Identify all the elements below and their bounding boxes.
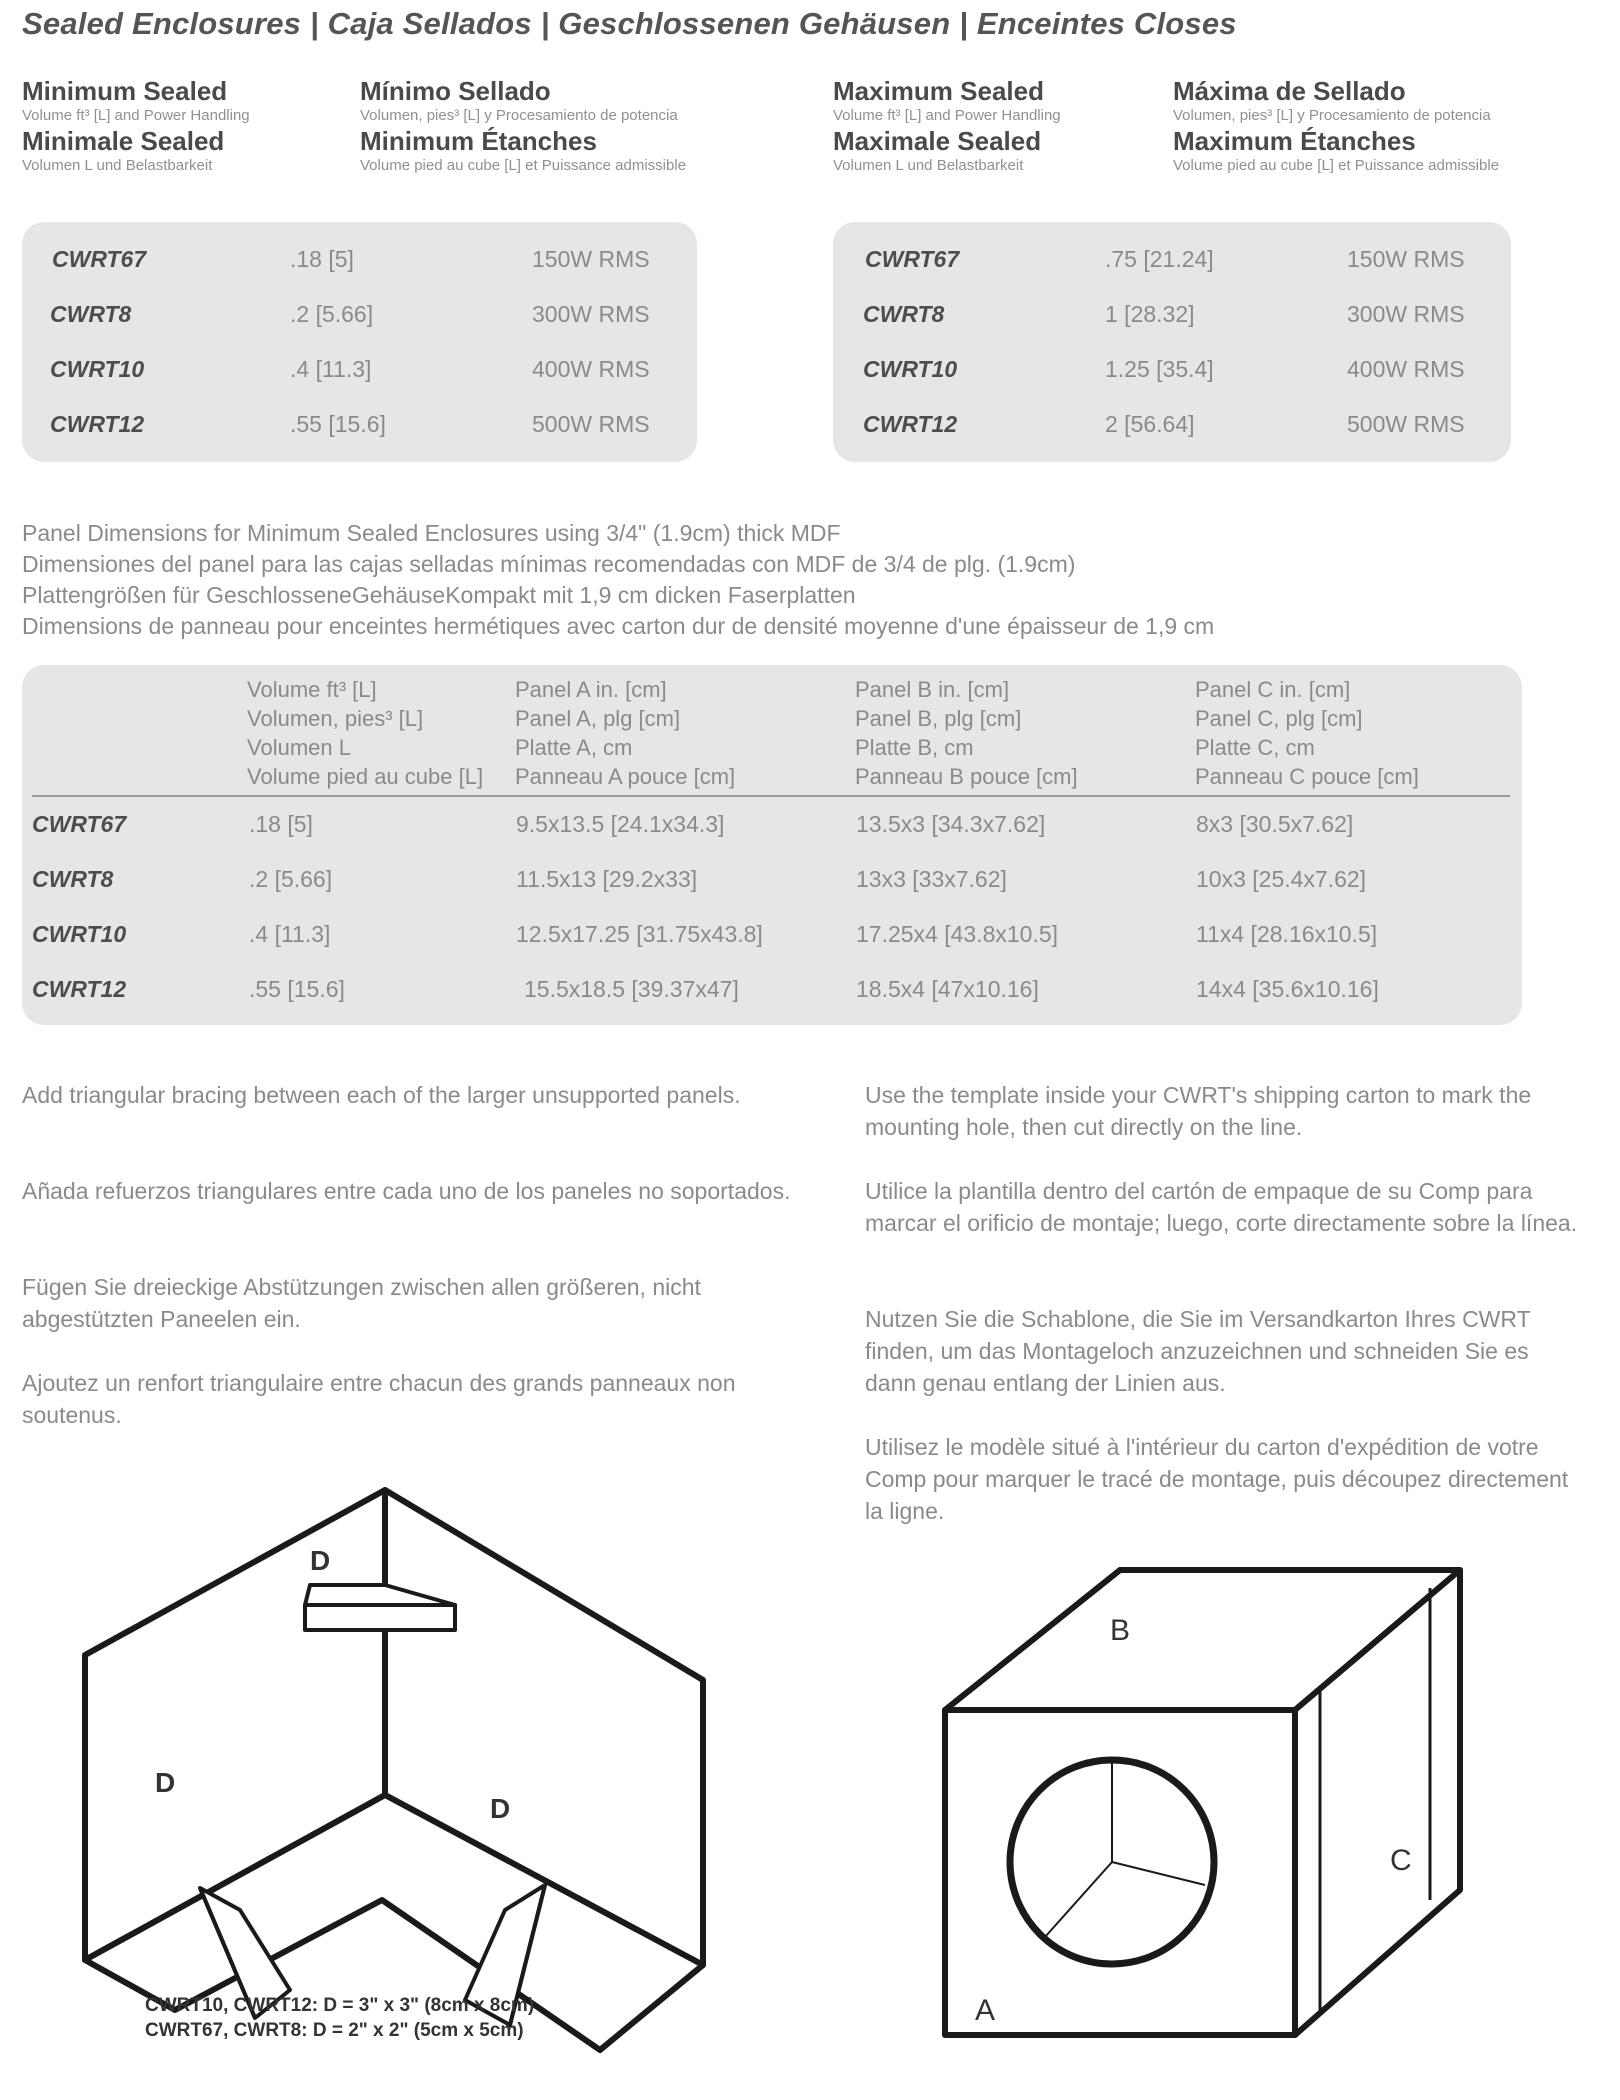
header-line: Panel B in. [cm]	[855, 677, 1010, 702]
power-value: 500W RMS	[532, 411, 650, 437]
template-fr: Utilisez le modèle situé à l'intérieur du carton d'expédition de votre Comp pour marquer le tracé de montage, puis découpez directement la ligne.	[865, 1434, 1569, 1524]
panel-dimensions-intro	[22, 518, 1214, 642]
label-b: B	[1110, 1614, 1131, 1647]
brace-label-left: D	[155, 1767, 176, 1798]
header-line: Panneau A pouce [cm]	[515, 764, 736, 789]
enclosure-diagram	[900, 1540, 1480, 2060]
intro-line-en: Panel Dimensions for Minimum Sealed Enclosures using 3/4" (1.9cm) thick MDF	[22, 520, 841, 546]
min-heading-fr: Minimum Étanches	[360, 126, 597, 156]
brace-label-right: D	[490, 1793, 511, 1824]
max-header-en-de	[833, 76, 1173, 176]
panel-c-value: 8x3 [30.5x7.62]	[1196, 811, 1354, 837]
model-name: CWRT12	[32, 976, 127, 1002]
min-heading-es: Mínimo Sellado	[360, 76, 551, 106]
header-line: Panel C in. [cm]	[1195, 677, 1351, 702]
table-row	[22, 866, 1522, 896]
volume-value: .4 [11.3]	[290, 356, 372, 382]
volume-value: 1 [28.32]	[1105, 301, 1195, 327]
header-line: Panneau C pouce [cm]	[1195, 764, 1419, 789]
model-name: CWRT67	[32, 811, 127, 837]
header-line: Panel A, plg [cm]	[515, 706, 681, 731]
model-name: CWRT10	[863, 356, 958, 382]
header-line: Panel C, plg [cm]	[1195, 706, 1363, 731]
header-line: Platte A, cm	[515, 735, 633, 760]
power-value: 500W RMS	[1347, 411, 1465, 437]
table-row	[833, 411, 1511, 441]
bracing-es: Añada refuerzos triangulares entre cada uno de los paneles no soportados.	[22, 1178, 791, 1204]
top-brace-face	[305, 1605, 455, 1630]
volume-value: .4 [11.3]	[249, 921, 331, 947]
max-sealed-table	[833, 222, 1511, 462]
model-name: CWRT12	[50, 411, 145, 437]
table-row	[22, 246, 697, 276]
intro-line-fr: Dimensions de panneau pour enceintes hermétiques avec carton dur de densité moyenne d'une épaisseur de 1,9 cm	[22, 613, 1215, 639]
min-sealed-table	[22, 222, 697, 462]
volume-value: .18 [5]	[249, 811, 313, 837]
header-line: Panel B, plg [cm]	[855, 706, 1022, 731]
max-heading-es: Máxima de Sellado	[1173, 76, 1406, 106]
panel-b-value: 13.5x3 [34.3x7.62]	[856, 811, 1046, 837]
panel-a-value: 12.5x17.25 [31.75x43.8]	[516, 921, 763, 947]
bracing-fr: Ajoutez un renfort triangulaire entre chacun des grands panneaux non soutenus.	[22, 1370, 736, 1428]
page-title: Sealed Enclosures | Caja Sellados | Geschlossenen Gehäusen | Enceintes Closes	[22, 6, 1237, 41]
max-heading-fr: Maximum Étanches	[1173, 126, 1416, 156]
power-value: 300W RMS	[1347, 301, 1465, 327]
header-line: Panel A in. [cm]	[515, 677, 667, 702]
intro-line-es: Dimensiones del panel para las cajas selladas mínimas recomendadas con MDF de 3/4 de plg. (1.9cm)	[22, 551, 1076, 577]
max-subheading-fr: Volume pied au cube [L] et Puissance admissible	[1173, 157, 1500, 174]
panel-b-value: 17.25x4 [43.8x10.5]	[856, 921, 1059, 947]
max-subheading-de: Volumen L und Belastbarkeit	[833, 157, 1024, 174]
min-heading-de: Minimale Sealed	[22, 126, 225, 156]
panel-c-value: 11x4 [28.16x10.5]	[1196, 921, 1378, 947]
brace-size-note	[145, 1993, 534, 2043]
table-row	[22, 976, 1522, 1006]
model-name: CWRT67	[865, 246, 960, 272]
table-row	[22, 356, 697, 386]
volume-value: .55 [15.6]	[290, 411, 386, 437]
min-subheading-de: Volumen L und Belastbarkeit	[22, 157, 213, 174]
table-row	[22, 921, 1522, 951]
header-line: Platte B, cm	[855, 735, 974, 760]
table-row	[833, 356, 1511, 386]
template-es: Utilice la plantilla dentro del cartón de empaque de su Comp para marcar el orificio de montaje; luego, corte directamente sobre la línea.	[865, 1178, 1578, 1236]
model-name: CWRT8	[32, 866, 114, 892]
header-divider	[32, 795, 1510, 797]
intro-line-de: Plattengrößen für GeschlosseneGehäuseKompakt mit 1,9 cm dicken Faserplatten	[22, 582, 856, 608]
panel-c-value: 10x3 [25.4x7.62]	[1196, 866, 1367, 892]
max-header-es-fr	[1173, 76, 1513, 176]
max-subheading-es: Volumen, pies³ [L] y Procesamiento de potencia	[1173, 107, 1491, 124]
model-name: CWRT8	[50, 301, 132, 327]
label-c: C	[1390, 1844, 1412, 1877]
header-line: Volumen L	[247, 735, 351, 760]
panel-a-value: 11.5x13 [29.2x33]	[516, 866, 698, 892]
bracing-de: Fügen Sie dreieckige Abstützungen zwischen allen größeren, nicht abgestützten Paneelen ein.	[22, 1274, 701, 1332]
volume-value: 2 [56.64]	[1105, 411, 1195, 437]
panel-c-value: 14x4 [35.6x10.16]	[1196, 976, 1379, 1002]
template-en: Use the template inside your CWRT's shipping carton to mark the mounting hole, then cut directly on the line.	[865, 1082, 1532, 1140]
header-panel-c	[1195, 675, 1419, 791]
table-row	[22, 301, 697, 331]
model-name: CWRT67	[52, 246, 147, 272]
brace-size-line: CWRT67, CWRT8: D = 2" x 2" (5cm x 5cm)	[145, 2020, 524, 2041]
min-subheading-en: Volume ft³ [L] and Power Handling	[22, 107, 250, 124]
bracing-diagram	[0, 1470, 800, 2070]
header-line: Platte C, cm	[1195, 735, 1315, 760]
bracing-en: Add triangular bracing between each of the larger unsupported panels.	[22, 1082, 741, 1108]
power-value: 400W RMS	[1347, 356, 1465, 382]
volume-value: .2 [5.66]	[290, 301, 374, 327]
volume-value: 1.25 [35.4]	[1105, 356, 1214, 382]
min-subheading-fr: Volume pied au cube [L] et Puissance admissible	[360, 157, 687, 174]
power-value: 150W RMS	[1347, 246, 1465, 272]
panel-b-value: 18.5x4 [47x10.16]	[856, 976, 1039, 1002]
header-line: Panneau B pouce [cm]	[855, 764, 1078, 789]
model-name: CWRT8	[863, 301, 945, 327]
table-row	[833, 246, 1511, 276]
min-subheading-es: Volumen, pies³ [L] y Procesamiento de potencia	[360, 107, 678, 124]
header-panel-b	[855, 675, 1078, 791]
volume-value: .2 [5.66]	[249, 866, 333, 892]
header-volume	[247, 675, 483, 791]
model-name: CWRT10	[32, 921, 127, 947]
min-header-en-de	[22, 76, 362, 176]
volume-value: .75 [21.24]	[1105, 246, 1214, 272]
power-value: 150W RMS	[532, 246, 650, 272]
panel-b-value: 13x3 [33x7.62]	[856, 866, 1007, 892]
template-de: Nutzen Sie die Schablone, die Sie im Versandkarton Ihres CWRT finden, um das Montageloch anzuzeichnen und schneiden Sie es dann genau entlang der Linien aus.	[865, 1306, 1531, 1396]
table-row	[833, 301, 1511, 331]
min-heading-en: Minimum Sealed	[22, 76, 228, 106]
table-row	[22, 411, 697, 441]
volume-value: .55 [15.6]	[249, 976, 345, 1002]
panel-a-value: 15.5x18.5 [39.37x47]	[524, 976, 739, 1002]
power-value: 300W RMS	[532, 301, 650, 327]
max-heading-en: Maximum Sealed	[833, 76, 1044, 106]
table-row	[22, 811, 1522, 841]
max-subheading-en: Volume ft³ [L] and Power Handling	[833, 107, 1061, 124]
power-value: 400W RMS	[532, 356, 650, 382]
volume-value: .18 [5]	[290, 246, 354, 272]
header-line: Volume ft³ [L]	[247, 677, 377, 702]
brace-label-top: D	[310, 1545, 331, 1576]
brace-size-line: CWRT10, CWRT12: D = 3" x 3" (8cm x 8cm)	[145, 1995, 535, 2016]
label-a: A	[975, 1994, 996, 2027]
min-header-es-fr	[360, 76, 700, 176]
panel-a-value: 9.5x13.5 [24.1x34.3]	[516, 811, 725, 837]
panel-dimensions-table	[22, 665, 1522, 1025]
max-heading-de: Maximale Sealed	[833, 126, 1042, 156]
model-name: CWRT10	[50, 356, 145, 382]
model-name: CWRT12	[863, 411, 958, 437]
header-line: Volumen, pies³ [L]	[247, 706, 424, 731]
header-panel-a	[515, 675, 735, 791]
header-line: Volume pied au cube [L]	[247, 764, 484, 789]
